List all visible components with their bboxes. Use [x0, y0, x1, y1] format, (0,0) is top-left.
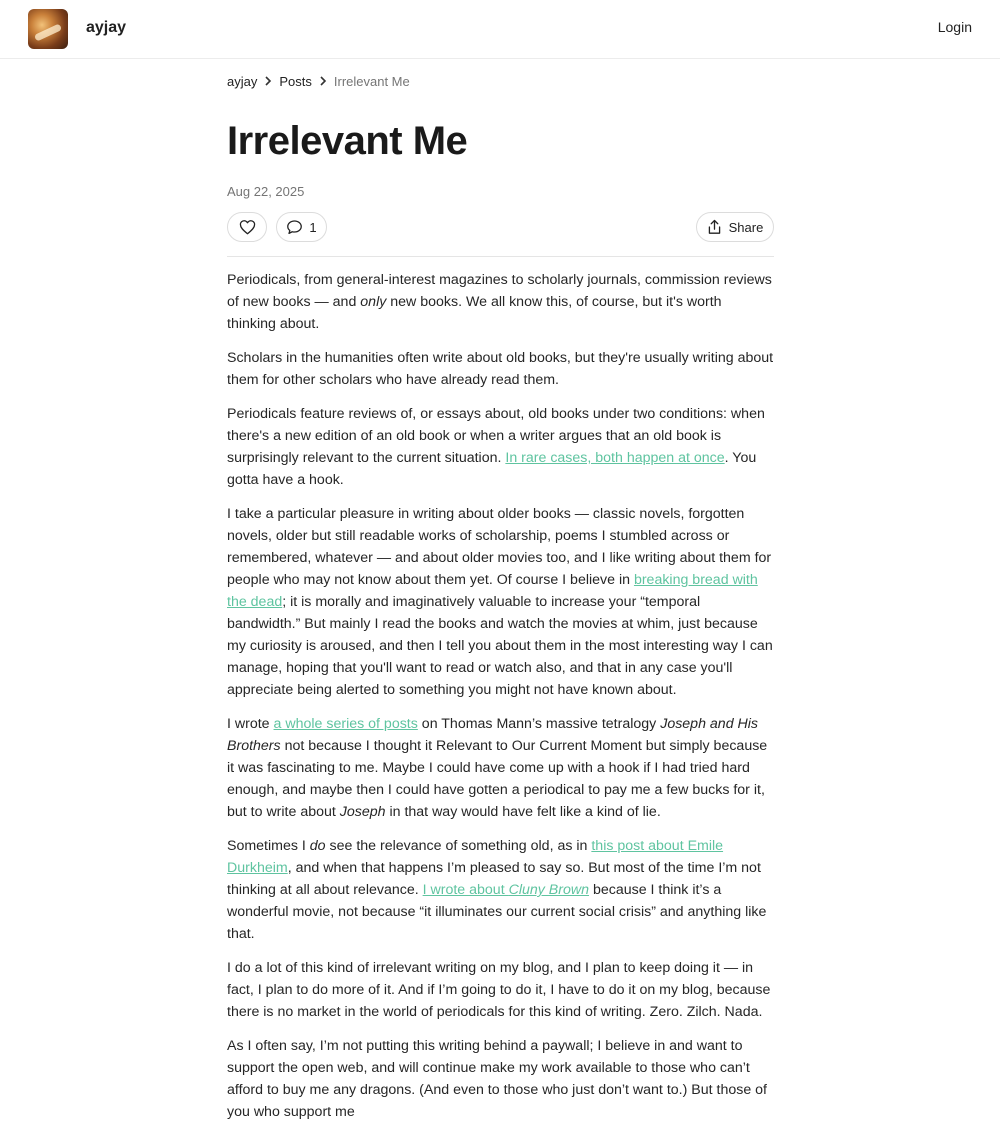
heart-icon: [239, 219, 256, 235]
comments-button[interactable]: [276, 212, 327, 242]
paragraph: As I often say, I’m not putting this writing behind a paywall; I believe in and want to support the open web, and will continue make my work available to those who can’t afford to buy me any dragons. (And even to those who just don’t want to.) But those of you who support me: [227, 1038, 767, 1120]
comment-bubble-icon: [286, 219, 303, 235]
link-series-of-posts[interactable]: a whole series of posts: [273, 716, 418, 732]
post-actions: [227, 212, 774, 257]
breadcrumb: [227, 74, 774, 90]
post-title: Irrelevant Me: [227, 119, 468, 163]
comment-count: 1: [309, 219, 317, 235]
breadcrumb-posts-link[interactable]: Posts: [279, 74, 312, 89]
link-breaking-bread[interactable]: breaking bread with the dead: [227, 572, 758, 610]
top-bar: [0, 0, 1000, 59]
share-icon: [707, 219, 722, 235]
breadcrumb-home-link[interactable]: ayjay: [227, 74, 258, 89]
link-durkheim-post[interactable]: this post about Emile Durkheim: [227, 838, 724, 876]
paragraph: Scholars in the humanities often write about old books, but they're usually writing about them for other scholars who have already read them.: [227, 350, 774, 388]
site-name[interactable]: ayjay: [86, 19, 127, 36]
breadcrumb-current: Irrelevant Me: [333, 74, 410, 89]
chevron-right-icon: [312, 74, 334, 90]
paragraph: I wrote a whole series of posts on Thomas Mann’s massive tetralogy Joseph and His Brothers not because I thought it Relevant to Our Current Moment but simply because it was fascinating to me. Maybe I could have come up with a hook if I had tried hard enough, and maybe then I could have gotten a periodical to pay me a few bucks for it, but to write about Joseph in that way would have felt like a kind of lie.: [227, 716, 768, 820]
link-cluny-brown[interactable]: I wrote about Cluny Brown: [422, 882, 590, 898]
paragraph: I take a particular pleasure in writing about older books — classic novels, forgotten novels, older but still readable works of scholarship, poems I stumbled across or remembered, whatever — and about older movies too, and I like writing about them for people who may not know about them yet. Of course I believe in breaking bread with the dead; it is morally and imaginatively valuable to increase your “temporal bandwidth.” But mainly I read the books and watch the movies at whim, just because my curiosity is aroused, and then I tell you about them in the most interesting way I can manage, hoping that you'll want to read or watch also, and that in any case you'll appreciate being alerted to something you might not have known about.: [227, 506, 773, 698]
paragraph: Periodicals feature reviews of, or essays about, old books under two conditions: when there's a new edition of an old book or when a writer argues that an old book is surprisingly relevant to the current situation. In rare cases, both happen at once. You gotta have a hook.: [227, 406, 765, 488]
paragraph: I do a lot of this kind of irrelevant writing on my blog, and I plan to keep doing it — in fact, I plan to do more of it. And if I’m going to do it, I have to do it on my blog, because there is no market in the world of periodicals for this kind of writing. Zero. Zilch. Nada.: [227, 960, 771, 1020]
paragraph: Sometimes I do see the relevance of something old, as in this post about Emile Durkheim, and when that happens I’m pleased to say so. But most of the time I’m not thinking at all about relevance. I wrote about Cluny Brown because I think it’s a wonderful movie, not because “it illuminates our current social crisis” and anything like that.: [227, 838, 767, 942]
chevron-right-icon: [257, 74, 279, 90]
site-logo[interactable]: [28, 9, 68, 49]
paragraph: Periodicals, from general-interest magazines to scholarly journals, commission reviews of new books — and only new books. We all know this, of course, but it's worth thinking about.: [227, 272, 772, 332]
article: [227, 74, 774, 1135]
share-button[interactable]: [696, 212, 774, 242]
share-label: Share: [728, 219, 764, 235]
post-date: Aug 22, 2025: [227, 184, 305, 199]
post-body: [227, 269, 774, 1123]
link-rare-cases[interactable]: In rare cases, both happen at once: [505, 450, 725, 466]
like-button[interactable]: [227, 212, 267, 242]
login-button[interactable]: Login: [937, 19, 972, 35]
